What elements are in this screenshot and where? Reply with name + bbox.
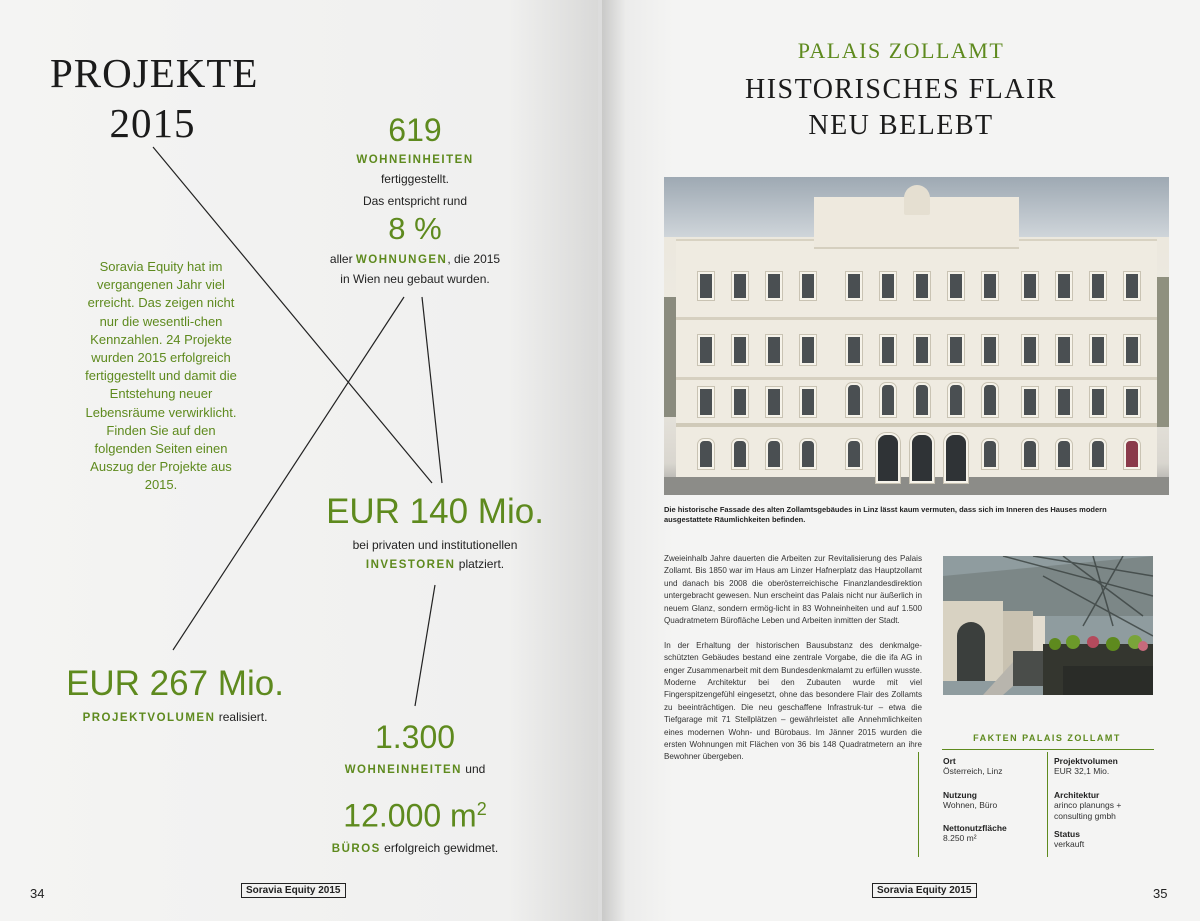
title-line-1: PROJEKTE bbox=[50, 50, 259, 96]
stat-wohneinheiten-1300 bbox=[300, 716, 530, 780]
window bbox=[914, 335, 930, 365]
stat-label-wohnungen: WOHNUNGEN bbox=[355, 254, 448, 266]
fact-label: Projektvolumen bbox=[1054, 756, 1118, 766]
fact-value: Österreich, Linz bbox=[943, 766, 1003, 776]
window bbox=[982, 439, 998, 469]
body-divider bbox=[918, 752, 919, 857]
stat-value: EUR 267 Mio. bbox=[66, 664, 284, 703]
window bbox=[1056, 387, 1072, 417]
fact-architektur bbox=[1054, 790, 1154, 823]
window bbox=[732, 387, 748, 417]
fact-nutzung bbox=[943, 790, 1043, 812]
window bbox=[880, 383, 896, 417]
window bbox=[800, 272, 816, 300]
facts-column-right bbox=[1054, 756, 1154, 850]
tree-right bbox=[1157, 277, 1169, 427]
window bbox=[982, 272, 998, 300]
window bbox=[1124, 272, 1140, 300]
title-line-2: 2015 bbox=[109, 100, 196, 146]
stat-prefix: Das entspricht rund bbox=[362, 194, 468, 208]
stat-line bbox=[300, 760, 530, 780]
window bbox=[914, 383, 930, 417]
courtyard-photo bbox=[943, 556, 1153, 695]
entrance-door bbox=[876, 433, 900, 483]
cornice-1 bbox=[676, 317, 1157, 320]
fact-status bbox=[1054, 829, 1154, 851]
footer-label: Soravia Equity 2015 bbox=[241, 883, 346, 898]
stat-value: EUR 140 Mio. bbox=[326, 492, 544, 531]
stat-superscript: 2 bbox=[476, 799, 487, 819]
window bbox=[1090, 439, 1106, 469]
fact-projektvolumen bbox=[1054, 756, 1154, 778]
window bbox=[1124, 335, 1140, 365]
window bbox=[846, 335, 862, 365]
stat-value: 12.000 m bbox=[343, 797, 477, 834]
window bbox=[732, 335, 748, 365]
window bbox=[1124, 439, 1140, 469]
window bbox=[914, 272, 930, 300]
window bbox=[948, 383, 964, 417]
facts-column-divider bbox=[1047, 752, 1048, 857]
caption-line-2: ausgestattete Räumlichkeiten befinden. bbox=[664, 515, 806, 524]
left-page bbox=[0, 0, 598, 921]
title-line-1: HISTORISCHES FLAIR bbox=[745, 74, 1057, 105]
facade-photo bbox=[664, 177, 1169, 495]
stat-label: PROJEKTVOLUMEN bbox=[82, 712, 216, 724]
right-page bbox=[602, 0, 1200, 921]
window bbox=[1022, 272, 1038, 300]
window bbox=[766, 272, 782, 300]
window bbox=[698, 387, 714, 417]
stat-projektvolumen bbox=[60, 662, 290, 728]
text-after: erfolgreich gewidmet. bbox=[380, 840, 499, 855]
stat-investoren bbox=[310, 490, 560, 575]
window bbox=[982, 335, 998, 365]
stat-value: 1.300 bbox=[374, 719, 456, 755]
window bbox=[1022, 335, 1038, 365]
page-title bbox=[50, 48, 259, 148]
fact-label: Nutzung bbox=[943, 789, 977, 800]
window bbox=[1056, 335, 1072, 365]
window bbox=[1090, 272, 1106, 300]
facts-divider bbox=[942, 749, 1154, 750]
fact-label: Architektur bbox=[1054, 789, 1100, 800]
text-after: , die 2015 bbox=[447, 252, 501, 266]
text-after: platziert. bbox=[455, 557, 505, 571]
stat-line1: bei privaten und institutionellen bbox=[352, 538, 518, 552]
facts-title: FAKTEN PALAIS ZOLLAMT bbox=[973, 733, 1121, 743]
stat-label: WOHNEINHEITEN bbox=[356, 154, 474, 166]
title-line-2: NEU BELEBT bbox=[808, 110, 994, 141]
stat-wohneinheiten-619 bbox=[300, 110, 530, 289]
stat-wohnungen-line bbox=[300, 250, 530, 270]
window bbox=[880, 272, 896, 300]
window bbox=[698, 272, 714, 300]
entrance-door bbox=[944, 433, 968, 483]
window bbox=[948, 335, 964, 365]
photo-caption bbox=[664, 505, 1169, 525]
stat-bueros bbox=[300, 788, 530, 859]
stat-label: BÜROS bbox=[331, 842, 381, 855]
text-after: und bbox=[461, 762, 486, 776]
window bbox=[982, 383, 998, 417]
article-subtitle: PALAIS ZOLLAMT bbox=[797, 38, 1005, 63]
cornice-3 bbox=[676, 423, 1157, 427]
window bbox=[732, 439, 748, 469]
paragraph-2: In der Erhaltung der historischen Bausubstanz des denkmalge-schützten Gebäudes bestand eine zentrale Vorgabe, die die ifa AG in enger Zusammenarbeit mit dem Bundesdenkmalamt zu erfüllen wusste. Moderne Architektur bei den Zubauten wurde mit viel Fingerspitzengefühl eingesetzt, ohne das besondere Flair des Zollamts zu beeinträchtigen. Die neu geschaffene Infrastruk-tur – etwa die Tiefgarage mit 71 Stellplätzen – gewährleistet alle Annehmlichkeiten eines modernen Wohn- und Bürobaus. Im Jänner 2015 wurden die ersten Wohnungen mit Flächen von 36 bis 148 Quadratmetern an ihre Bewohner übergeben. bbox=[664, 640, 922, 762]
page-number: 35 bbox=[1153, 886, 1168, 901]
stat-label: WOHNEINHEITEN bbox=[344, 764, 462, 776]
page-number: 34 bbox=[30, 886, 45, 901]
fact-value: 8.250 m² bbox=[943, 833, 977, 843]
cornice-2 bbox=[676, 377, 1157, 380]
fact-label: Status bbox=[1054, 828, 1080, 839]
connector-line-1300 bbox=[415, 585, 435, 706]
footer-label: Soravia Equity 2015 bbox=[872, 883, 977, 898]
window bbox=[698, 335, 714, 365]
window bbox=[1090, 387, 1106, 417]
window bbox=[800, 387, 816, 417]
stat-text: fertiggestellt. bbox=[380, 172, 450, 186]
facts-column-left bbox=[943, 756, 1043, 845]
connector-line-140 bbox=[422, 297, 442, 483]
stat-value-8-percent: 8 % bbox=[388, 211, 442, 246]
fact-nettonutzflaeche bbox=[943, 823, 1043, 845]
window bbox=[948, 272, 964, 300]
tree-left bbox=[664, 297, 676, 417]
window bbox=[732, 272, 748, 300]
stat-line bbox=[300, 839, 530, 859]
window bbox=[1022, 439, 1038, 469]
stat-line2 bbox=[310, 555, 560, 575]
intro-text: Soravia Equity hat im vergangenen Jahr viel erreicht. Das zeigen nicht nur die wesentli-chen Kennzahlen. 24 Projekte wurden 2015 erfolgreich fertiggestellt und damit die Entstehung neuer Lebensräume verwirklicht. Finden Sie auf den folgenden Seiten einen Auszug der Projekte aus 2015. bbox=[85, 259, 237, 493]
fact-label: Nettonutzfläche bbox=[943, 823, 1007, 833]
crest bbox=[904, 185, 930, 215]
stat-value: 619 bbox=[388, 112, 442, 148]
window bbox=[1056, 272, 1072, 300]
stat-wohnungen-line2: in Wien neu gebaut wurden. bbox=[340, 272, 490, 286]
fact-value: verkauft bbox=[1054, 838, 1085, 849]
fact-ort bbox=[943, 756, 1043, 778]
entrance-door bbox=[910, 433, 934, 483]
fact-value: Wohnen, Büro bbox=[943, 799, 998, 810]
window bbox=[1022, 387, 1038, 417]
stat-line bbox=[60, 708, 290, 728]
window bbox=[846, 439, 862, 469]
window bbox=[880, 335, 896, 365]
window bbox=[1056, 439, 1072, 469]
window bbox=[800, 439, 816, 469]
stat-value-line bbox=[300, 788, 530, 837]
courtyard-illustration bbox=[943, 556, 1153, 695]
caption-line-1: Die historische Fassade des alten Zollamtsgebäudes in Linz lässt kaum vermuten, dass sich im Inneren des Hauses modern bbox=[664, 505, 1107, 514]
window bbox=[846, 383, 862, 417]
window bbox=[766, 335, 782, 365]
text-before: aller bbox=[329, 252, 353, 266]
article-body bbox=[664, 553, 922, 776]
fact-value: EUR 32,1 Mio. bbox=[1054, 766, 1110, 776]
window bbox=[1124, 387, 1140, 417]
article-title bbox=[602, 72, 1200, 144]
paragraph-1: Zweieinhalb Jahre dauerten die Arbeiten zur Revitalisierung des Palais Zollamt. Bis 1850 war im Haus am Linzer Hafnerplatz das Hauptzollamt und danach bis 2008 die oberösterreichische Finanzlandesdirektion untergebracht gewesen. Nun erscheint das Palais nicht nur äußerlich in neuem Glanz, sondern ermög-licht in 83 Wohneinheiten und auf 1.500 Quadratmetern Bürofläche Leben und Arbeiten inmitten der Stadt. bbox=[664, 554, 922, 626]
text-after: realisiert. bbox=[215, 710, 268, 724]
fact-label: Ort bbox=[943, 756, 956, 766]
stat-label: INVESTOREN bbox=[365, 559, 456, 571]
fact-value: arinco planungs + consulting gmbh bbox=[1054, 799, 1122, 821]
window bbox=[800, 335, 816, 365]
window bbox=[766, 439, 782, 469]
window bbox=[846, 272, 862, 300]
window bbox=[1090, 335, 1106, 365]
window bbox=[698, 439, 714, 469]
window bbox=[766, 387, 782, 417]
